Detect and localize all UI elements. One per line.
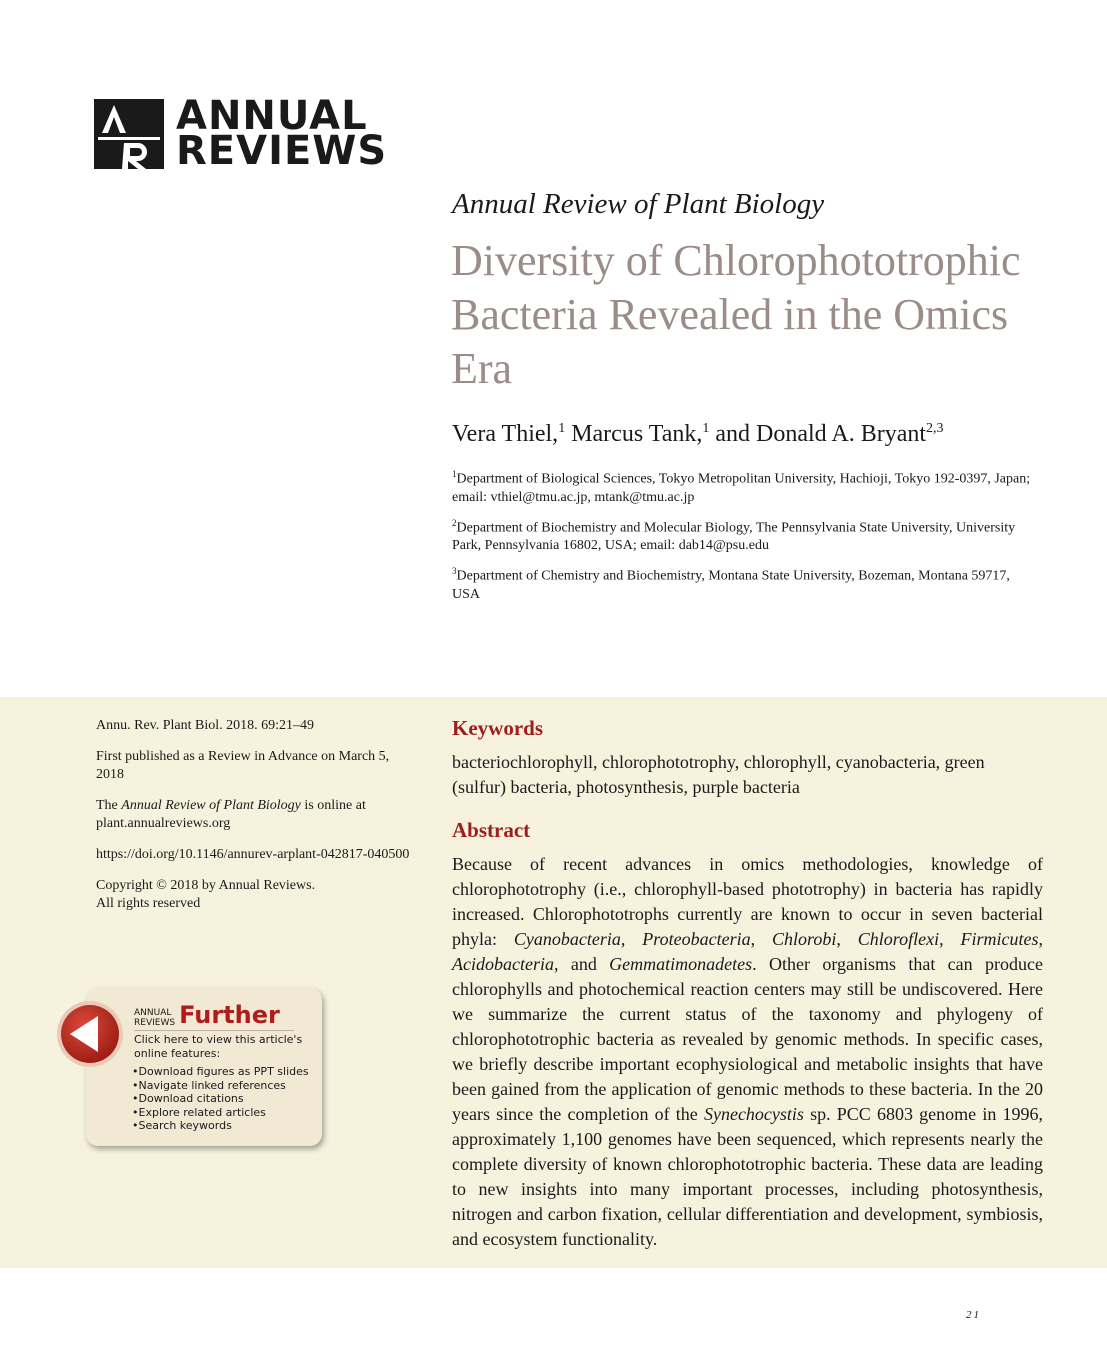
citation: Annu. Rev. Plant Biol. 2018. 69:21–49 — [96, 718, 315, 733]
list-item[interactable]: • Navigate linked references — [132, 1079, 309, 1093]
abstract-span: , and — [553, 954, 610, 974]
taxon-name: Synechocystis — [703, 1104, 804, 1124]
page-number: 21 — [966, 1309, 981, 1321]
affiliation-sup: 2 — [452, 517, 457, 528]
article-info-sidebar — [96, 717, 411, 926]
author-affil-sup: 2,3 — [926, 421, 944, 436]
affiliation-sup: 3 — [452, 566, 457, 577]
abstract-span: , — [620, 929, 643, 949]
abstract-span: , — [836, 929, 858, 949]
further-header — [134, 1002, 280, 1028]
copyright-line: Copyright © 2018 by Annual Reviews. — [96, 878, 316, 893]
rights-line: All rights reserved — [96, 896, 201, 911]
further-intro — [134, 1033, 314, 1061]
online-info-pre: The — [96, 798, 122, 813]
online-info — [96, 797, 411, 833]
author-list — [452, 421, 944, 448]
abstract-span: , — [750, 929, 773, 949]
back-arrow-icon[interactable] — [56, 1000, 124, 1068]
journal-name: Annual Review of Plant Biology — [452, 188, 825, 220]
taxon-name: Firmicutes — [960, 929, 1039, 949]
online-info-journal: Annual Review of Plant Biology — [121, 798, 301, 813]
further-intro-text: to view this article's online features: — [134, 1033, 303, 1060]
author-name: Marcus Tank, — [565, 421, 703, 447]
taxon-name: Proteobacteria — [642, 929, 751, 949]
abstract-column — [452, 716, 1043, 1252]
affiliation — [452, 562, 1037, 604]
author-name: and Donald A. Bryant — [709, 421, 927, 447]
further-divider — [134, 1030, 294, 1031]
keywords-heading: Keywords — [452, 716, 543, 740]
author-name: Vera Thiel, — [452, 421, 559, 447]
logo-line-reviews: REVIEWS — [176, 128, 388, 174]
list-item[interactable]: • Download figures as PPT slides — [132, 1065, 309, 1079]
abstract-heading: Abstract — [452, 818, 531, 842]
list-item[interactable]: • Explore related articles — [132, 1106, 309, 1120]
taxon-name: Acidobacteria — [452, 954, 554, 974]
ar-logo-icon — [94, 99, 164, 169]
article-title: Diversity of Chlorophototrophic Bacteria Revealed in the Omics Era — [451, 236, 1021, 393]
list-item[interactable]: • Search keywords — [132, 1119, 309, 1133]
affiliation — [452, 514, 1037, 556]
taxon-name: Chlorobi — [772, 929, 837, 949]
abstract-span: Because of recent advances in omics methodologies, knowledge of chlorophototrophy (i.e., chlorophyll-based phototrophy) in bacteria has rapidly increased. Chlorophototrophs currently are known to occur in seven bacterial phyla: — [452, 854, 1043, 949]
online-info-post[interactable]: is online at plant.annualreviews.org — [96, 798, 366, 831]
annual-reviews-logo — [94, 93, 388, 174]
click-here-link[interactable]: Click here — [134, 1033, 189, 1046]
further-brand-line2: REVIEWS — [134, 1018, 176, 1028]
taxon-name: Cyanobacteria — [513, 929, 621, 949]
copyright — [96, 877, 411, 913]
taxon-name: Chloroflexi — [857, 929, 940, 949]
logo-wordmark — [176, 93, 388, 174]
abstract-span: , — [939, 929, 961, 949]
published-date: First published as a Review in Advance on March 5, 2018 — [96, 749, 390, 782]
affiliation-text: Department of Chemistry and Biochemistry, Montana State University, Bozeman, Montana 59717, USA — [452, 568, 1010, 602]
keywords-text: bacteriochlorophyll, chlorophototrophy, chlorophyll, cyanobacteria, green (sulfur) bacteria, photosynthesis, purple bacteria — [452, 752, 985, 797]
abstract-text — [452, 852, 1043, 1252]
further-brand — [134, 1008, 175, 1028]
affiliations — [452, 465, 1037, 611]
logo-line-annual: ANNUAL — [176, 93, 368, 139]
abstract-span: . Other organisms that can produce chlorophylls and photochemical reaction centers may still be undiscovered. Here we summarize the current status of the taxonomy and phylogeny of chlorophototrophic bacteria as revealed by genomic methods. In specific cases, we briefly describe important ecophysiological and metabolic insights that have been gained from the application of genomic methods to these bacteria. In the 20 years since the completion of the — [452, 954, 1043, 1124]
abstract-span: , — [1038, 929, 1044, 949]
list-item[interactable]: • Download citations — [132, 1092, 309, 1106]
taxon-name: Gemmatimonadetes — [609, 954, 753, 974]
author-affil-sup: 1 — [558, 421, 566, 436]
affiliation-sup: 1 — [452, 469, 457, 479]
affiliation — [452, 465, 1037, 507]
affiliation-text: Department of Biochemistry and Molecular Biology, The Pennsylvania State University, University Park, Pennsylvania 16802, USA; email: dab14@psu.edu — [452, 520, 1016, 554]
abstract-span: sp. PCC 6803 genome in 1996, approximately 1,100 genomes have been sequenced, which represents nearly the complete diversity of known chlorophototrophic bacteria. These data are leading to new insights into many important processes, including photosynthesis, nitrogen and carbon fixation, cellular differentiation and development, symbiosis, and ecosystem functionality. — [452, 1104, 1043, 1249]
further-title: Further — [179, 1001, 280, 1029]
further-brand-line1: ANNUAL — [134, 1008, 172, 1018]
doi-link[interactable]: https://doi.org/10.1146/annurev-arplant-042817-040500 — [96, 847, 410, 862]
further-features — [132, 1065, 309, 1133]
affiliation-text: Department of Biological Sciences, Tokyo Metropolitan University, Hachioji, Tokyo 192-0397, Japan; email: vthiel@tmu.ac.jp, mtank@tmu.ac.jp — [452, 471, 1031, 505]
author-affil-sup: 1 — [702, 421, 710, 436]
